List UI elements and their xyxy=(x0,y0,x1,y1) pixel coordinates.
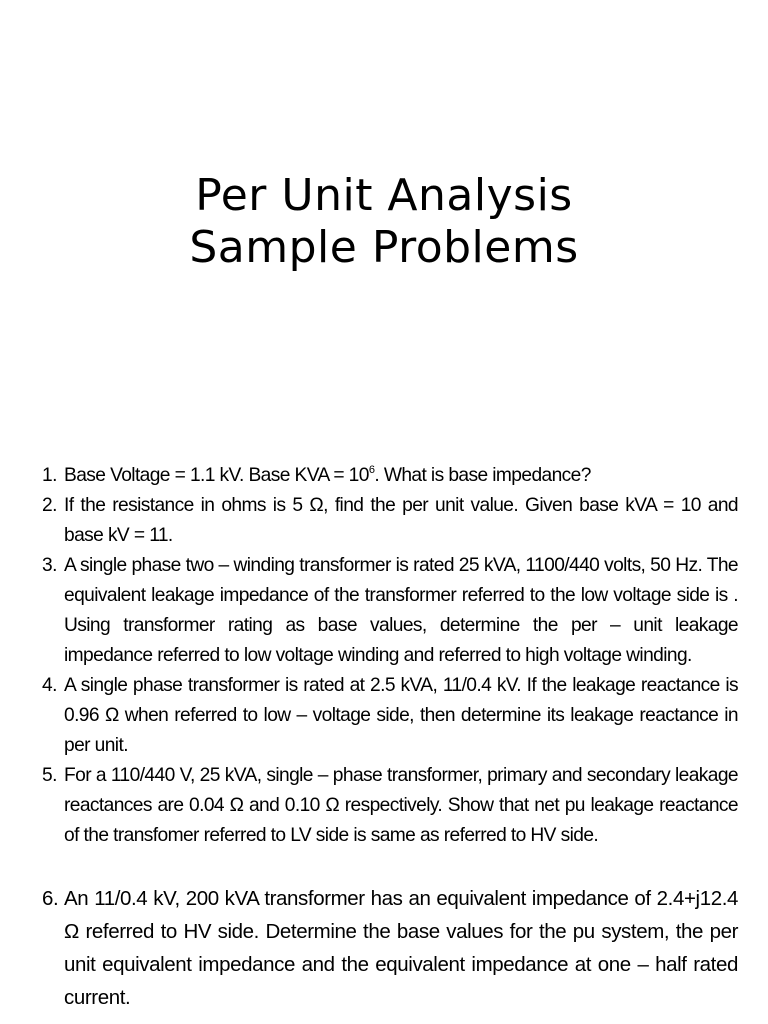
problem-text: A single phase transformer is rated at 2.5 kVA, 11/0.4 kV. If the leakage reactance is 0.96 Ω when referred to low – voltage side, then determine its leakage reactance in per unit. xyxy=(64,675,738,756)
problem-text: Base Voltage = 1.1 kV. Base KVA = $10^6$. What is base impedance? xyxy=(64,464,591,486)
problem-number: 4. xyxy=(42,675,57,696)
problem-number: 3. xyxy=(42,555,57,576)
problem-text: An 11/0.4 kV, 200 kVA transformer has an equivalent impedance of 2.4+j12.4 Ω referred to HV side. Determine the base values for the pu system, the per unit equivalent impedance and the equivalent impedance at one – half rated current. xyxy=(64,887,738,1009)
problem-text: If the resistance in ohms is 5 Ω, find the per unit value. Given base kVA = 10 and base kV = 11. xyxy=(64,495,738,546)
problem-number: 5. xyxy=(42,765,57,786)
problem-item-2 xyxy=(0,491,768,551)
title-line-2: Sample Problems xyxy=(189,222,579,273)
problem-number: 1. xyxy=(42,465,57,486)
superscript: 6 xyxy=(368,464,375,476)
problem-item-4 xyxy=(0,671,768,761)
problem-text: For a 110/440 V, 25 kVA, single – phase transformer, primary and secondary leakage reactances are 0.04 Ω and 0.10 Ω respectively. Show that net pu leakage reactance of the transfomer referred to LV side is same as referred to HV side. xyxy=(64,765,738,846)
problem-item-1 xyxy=(0,461,768,491)
problem-item-6 xyxy=(0,882,768,1014)
problem-item-3 xyxy=(0,551,768,671)
title-line-1: Per Unit Analysis xyxy=(195,170,573,221)
problem-text: A single phase two – winding transformer is rated 25 kVA, 1100/440 volts, 50 Hz. The equivalent leakage impedance of the transformer referred to the low voltage side is . Using transformer rating as base values, determine the per – unit leakage impedance referred to low voltage winding and referred to high voltage winding. xyxy=(64,555,738,666)
problem-item-5 xyxy=(0,761,768,851)
problem-number: 2. xyxy=(42,495,57,516)
page-title xyxy=(0,170,768,274)
problem-list xyxy=(0,461,768,1014)
problem-number: 6. xyxy=(42,887,59,910)
